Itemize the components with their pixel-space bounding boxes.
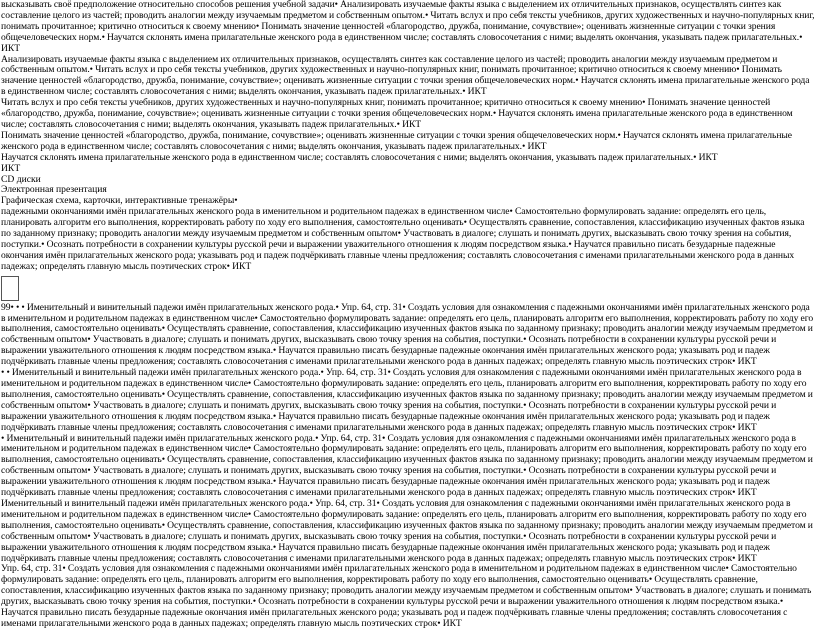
resource-line: Графическая схема, карточки, интерактивные тренажёры• [1, 195, 238, 207]
empty-table-cell [1, 276, 19, 301]
text-paragraph: падежными окончаниями имён прилагательных женского рода в именительном и родительном падежах в единственном числе• Самостоятельно формулировать задание: определять его цель, планировать алгоритм его выполнения, корректировать работу по ходу его выполнения, самостоятельно оценивать• Осуществлять сравнение, сопоставления, классификацию изученных фактов языка по заданному признаку; проводить аналогии между изучаемым предметом и собственным опытом• Участвовать в диалоге; слушать и понимать других, высказывать свою точку зрения на события, поступки.• Осознать потребности в сохранении культуры русской речи и выражении уважительного отношения к людям посредством языка.• Научатся правильно писать безударные падежные окончания имён прилагательных женского рода; указывать род и падеж подчёркивать главные члены предложения; составлять словосочетания с именами прилагательными женского рода в данных падежах; определять главную мысль поэтических строк• ИКТ [1, 206, 805, 272]
lesson-paragraph: • • Именительный и винительный падежи имён прилагательных женского рода.• Упр. 64, стр. 31• Создать условия для ознакомления с падежными окончаниями имён прилагательных женского рода в именительном и родительном падежах в единственном числе• Самостоятельно формулировать задание: определять его цель, планировать алгоритм его выполнения, корректировать работу по ходу его выполнения, самостоятельно оценивать• Осуществлять сравнение, сопоставления, классификацию изученных фактов языка по заданному признаку; проводить аналогии между изучаемым предметом и собственным опытом• Участвовать в диалоге; слушать и понимать других, высказывать свою точку зрения на события, поступки.• Осознать потребности в сохранении культуры русской речи и выражении уважительного отношения к людям посредством языка.• Научатся правильно писать безударные падежные окончания имён прилагательных женского рода; указывать род и падеж подчёркивать главные члены предложения; составлять словосочетания с именами прилагательными женского рода в данных падежах; определять главную мысль поэтических строк• ИКТ [1, 367, 813, 433]
resource-line: CD диски [1, 173, 41, 185]
text-paragraph: Анализировать изучаемые факты языка с выделением их отличительных признаков, осуществлять синтез как составление целого из частей; проводить аналогии между изучаемым предметом и собственным опытом.• Читать вслух и про себя тексты учебников, других художественных и научно-популярных книг, понимать прочитанное; критично относиться к своему мнению• Понимать значение ценностей «благородство, дружба, понимание, сочувствие»; оценивать жизненные ситуации с точки зрения общечеловеческих норм.• Научатся склонять имена прилагательные женского рода в единственном числе; составлять словосочетания с ними; выделять окончания, указывать падеж прилагательных.• ИКТ [1, 53, 810, 98]
text-paragraph: Читать вслух и про себя тексты учебников, других художественных и научно-популярных книг, понимать прочитанное; критично относиться к своему мнению• Понимать значение ценностей «благородство, дружба, понимание, сочувствие»; оценивать жизненные ситуации с точки зрения общечеловеческих норм.• Научатся склонять имена прилагательные женского рода в единственном числе; составлять словосочетания с ними; выделять окончания, указывать падеж прилагательных.• ИКТ [1, 97, 793, 130]
lesson-paragraph: 99• • • Именительный и винительный падежи имён прилагательных женского рода.• Упр. 64, стр. 31• Создать условия для ознакомления с падежными окончаниями имён прилагательных женского рода в именительном и родительном падежах в единственном числе• Самостоятельно формулировать задание: определять его цель, планировать алгоритм его выполнения, корректировать работу по ходу его выполнения, самостоятельно оценивать• Осуществлять сравнение, сопоставления, классификацию изученных фактов языка по заданному признаку; проводить аналогии между изучаемым предметом и собственным опытом• Участвовать в диалоге; слушать и понимать других, высказывать свою точку зрения на события, поступки.• Осознать потребности в сохранении культуры русской речи и выражении уважительного отношения к людям посредством языка.• Научатся правильно писать безударные падежные окончания имён прилагательных женского рода; указывать род и падеж подчёркивать главные члены предложения; составлять словосочетания с именами прилагательными женского рода в данных падежах; определять главную мысль поэтических строк• ИКТ [1, 301, 814, 368]
lesson-paragraph: Упр. 64, стр. 31• Создать условия для ознакомления с падежными окончаниями имён прилагательных женского рода в именительном и родительном падежах в единственном числе• Самостоятельно формулировать задание: определять его цель, планировать алгоритм его выполнения, корректировать работу по ходу его выполнения, самостоятельно оценивать• Осуществлять сравнение, сопоставления, классификацию изученных фактов языка по заданному признаку; проводить аналогии между изучаемым предметом и собственным опытом• Участвовать в диалоге; слушать и понимать других, высказывать свою точку зрения на события, поступки.• Осознать потребности в сохранении культуры русской речи и выражении уважительного отношения к людям посредством языка.• Научатся правильно писать безударные падежные окончания имён прилагательных женского рода; указывать род и падеж подчёркивать главные члены предложения; составлять словосочетания с именами прилагательными женского рода в данных падежах; определять главную мысль поэтических строк• ИКТ [1, 563, 812, 629]
lesson-paragraph: Именительный и винительный падежи имён прилагательных женского рода.• Упр. 64, стр. 31• Создать условия для ознакомления с падежными окончаниями имён прилагательных женского рода в именительном и родительном падежах в единственном числе• Самостоятельно формулировать задание: определять его цель, планировать алгоритм его выполнения, корректировать работу по ходу его выполнения, самостоятельно оценивать• Осуществлять сравнение, сопоставления, классификацию изученных фактов языка по заданному признаку; проводить аналогии между изучаемым предметом и собственным опытом• Участвовать в диалоге; слушать и понимать других, высказывать свою точку зрения на события, поступки.• Осознать потребности в сохранении культуры русской речи и выражении уважительного отношения к людям посредством языка.• Научатся правильно писать безударные падежные окончания имён прилагательных женского рода; указывать род и падеж подчёркивать главные члены предложения; составлять словосочетания с именами прилагательными женского рода в данных падежах; определять главную мысль поэтических строк• ИКТ [1, 497, 813, 564]
text-paragraph: Понимать значение ценностей «благородство, дружба, понимание, сочувствие»; оценивать жизненные ситуации с точки зрения общечеловеческих норм.• Научатся склонять имена прилагательные женского рода в единственном числе; составлять словосочетания с ними; выделять окончания, указывать падеж прилагательных.• ИКТ [1, 129, 793, 152]
lesson-paragraph: • Именительный и винительный падежи имён прилагательных женского рода.• Упр. 64, стр. 31• Создать условия для ознакомления с падежными окончаниями имён прилагательных женского рода в именительном и родительном падежах в единственном числе• Самостоятельно формулировать задание: определять его цель, планировать алгоритм его выполнения, корректировать работу по ходу его выполнения, самостоятельно оценивать• Осуществлять сравнение, сопоставления, классификацию изученных фактов языка по заданному признаку; проводить аналогии между изучаемым предметом и собственным опытом• Участвовать в диалоге; слушать и понимать других, высказывать свою точку зрения на события, поступки.• Осознать потребности в сохранении культуры русской речи и выражении уважительного отношения к людям посредством языка.• Научатся правильно писать безударные падежные окончания имён прилагательных женского рода; указывать род и падеж подчёркивать главные члены предложения; составлять словосочетания с именами прилагательными женского рода в данных падежах; определять главную мысль поэтических строк• ИКТ [1, 432, 813, 499]
resource-line: Электронная презентация [1, 184, 107, 196]
text-paragraph: высказывать своё предположение относительно способов решения учебной задачи• Анализировать изучаемые факты языка с выделением их отличительных признаков, осуществлять синтез как составление целого из частей; проводить аналогии между изучаемым предметом и собственным опытом.• Читать вслух и про себя тексты учебников, других художественных и научно-популярных книг, понимать прочитанное; критично относиться к своему мнению• Понимать значение ценностей «благородство, дружба, понимание, сочувствие»; оценивать жизненные ситуации с точки зрения общечеловеческих норм.• Научатся склонять имена прилагательные женского рода в единственном числе; составлять словосочетания с ними; выделять окончания, указывать падеж прилагательных.• ИКТ [1, 0, 815, 54]
text-paragraph: Научатся склонять имена прилагательные женского рода в единственном числе; составлять словосочетания с ними; выделять окончания, указывать падеж прилагательных.• ИКТ [1, 151, 718, 163]
resource-line: ИКТ [1, 162, 21, 174]
